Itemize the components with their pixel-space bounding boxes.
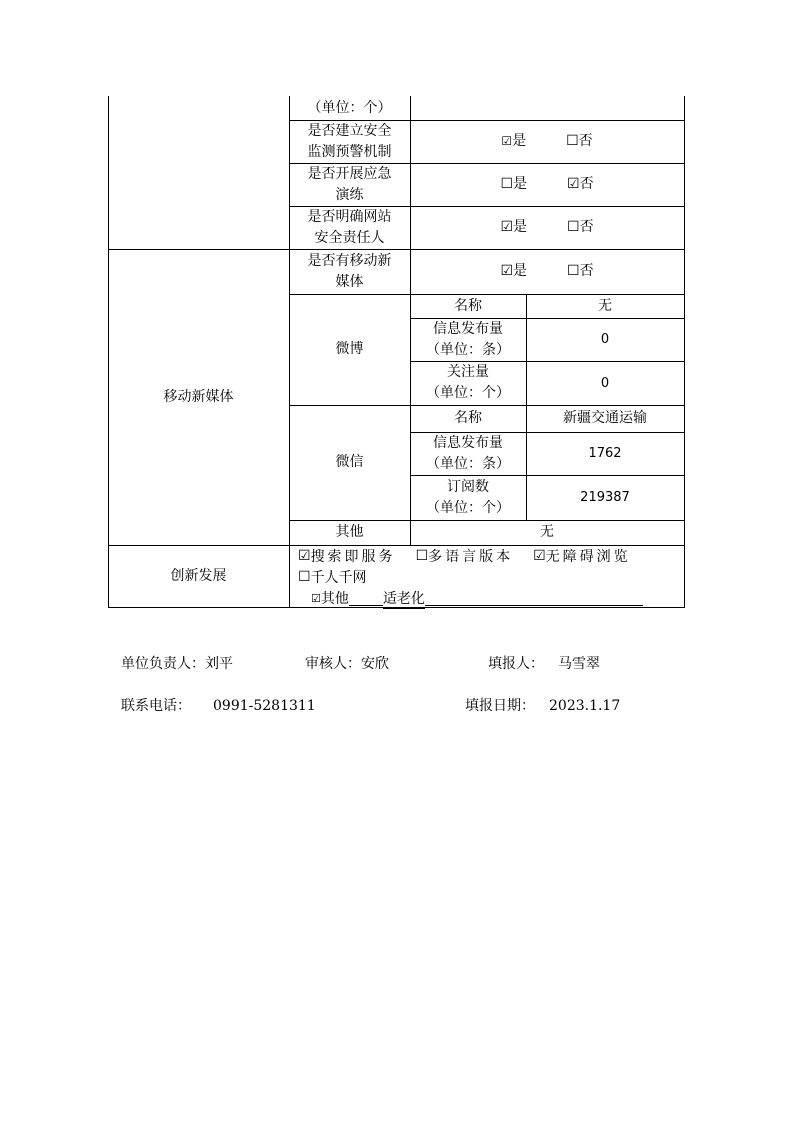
other-innovation-value[interactable]: 适老化 (383, 588, 425, 609)
wechat-name-label-text: 名称 (454, 410, 482, 426)
responsible-no-checkbox[interactable]: ☐ (567, 219, 580, 235)
responsible-person-value: 刘平 (205, 656, 233, 672)
personalized-option[interactable] (298, 567, 367, 587)
unit-label (289, 96, 410, 120)
accessibility-option[interactable] (533, 546, 631, 566)
weibo-posts-label (410, 318, 526, 361)
filler-label: 填报人： (488, 656, 544, 672)
drill-no-checkbox[interactable]: ☑ (567, 176, 580, 192)
responsible-person (121, 653, 233, 673)
other-media-value-text: 无 (540, 524, 554, 540)
has-media-no-option[interactable]: ☐ 否 (567, 261, 594, 282)
mobile-section-label (108, 249, 289, 545)
phone-value: 0991-5281311 (213, 698, 316, 714)
other-media-label (289, 520, 410, 545)
drill-label-line2: 演练 (335, 186, 364, 203)
fill-date-label: 填报日期： (465, 698, 535, 714)
drill-yes-checkbox[interactable]: ☐ (500, 176, 513, 192)
wechat-label-text: 微信 (335, 454, 364, 470)
wechat-posts-label (410, 432, 526, 475)
monitoring-no-checkbox[interactable]: ☐ (566, 133, 579, 149)
wechat-name-value-text: 新疆交通运输 (563, 410, 647, 426)
wechat-posts-value (526, 432, 684, 475)
personalized-label: 千人千网 (310, 570, 367, 586)
has-media-yes-option[interactable]: ☑ 是 (500, 261, 527, 282)
responsible-no-option[interactable]: ☐ 否 (567, 217, 594, 238)
weibo-followers-value-text: 0 (600, 375, 610, 391)
mobile-section-label-text: 移动新媒体 (163, 388, 234, 405)
weibo-posts-label-line2: （单位：条） (426, 341, 510, 358)
filler (488, 653, 600, 673)
weibo-label-text: 微博 (335, 341, 364, 357)
monitoring-label-line2: 监测预警机制 (307, 143, 392, 160)
other-innovation-label: 其他 (320, 591, 349, 607)
innovation-section-label-text: 创新发展 (170, 567, 227, 584)
wechat-subs-value (526, 475, 684, 520)
drill-label (289, 163, 410, 206)
drill-no-option[interactable]: ☑ 否 (567, 174, 594, 195)
weibo-name-value-text: 无 (598, 297, 612, 314)
monitoring-yes-option[interactable]: ☑ 是 (501, 131, 526, 152)
wechat-posts-label-line2: （单位：条） (426, 455, 510, 472)
responsible-label-line2: 安全责任人 (314, 229, 385, 246)
multilingual-option[interactable] (416, 546, 514, 566)
other-innovation-underline-pre (349, 591, 383, 606)
search-service-checkbox[interactable]: ☑ (298, 548, 311, 564)
monitoring-label-line1: 是否建立安全 (307, 122, 392, 139)
wechat-subs-label (410, 475, 526, 520)
innovation-row-3 (311, 588, 643, 608)
has-media-label-line1: 是否有移动新 (307, 252, 392, 269)
weibo-followers-label-line2: （单位：个） (426, 385, 510, 401)
wechat-name-value (526, 405, 684, 432)
responsible-options (410, 206, 684, 249)
accessibility-checkbox[interactable]: ☑ (533, 548, 546, 564)
search-service-label: 搜索即服务 (310, 549, 396, 565)
responsible-person-label: 单位负责人： (121, 656, 205, 672)
wechat-subs-label-line2: （单位：个） (426, 499, 510, 516)
reviewer (305, 653, 389, 673)
weibo-name-label-text: 名称 (454, 297, 482, 314)
drill-yes-option[interactable]: ☐ 是 (500, 174, 527, 195)
filler-value: 马雪翠 (558, 656, 600, 672)
monitoring-yes-checkbox[interactable]: ☑ (501, 134, 513, 148)
fill-date-value: 2023.1.17 (549, 698, 621, 714)
weibo-name-label (410, 294, 526, 318)
wechat-subs-value-text: 219387 (580, 490, 630, 505)
responsible-yes-option[interactable]: ☑ 是 (500, 217, 527, 238)
weibo-posts-value-text: 0 (600, 332, 610, 347)
other-media-value (410, 520, 684, 545)
weibo-label (289, 294, 410, 405)
reviewer-value: 安欣 (361, 656, 389, 672)
multilingual-label: 多语言版本 (428, 549, 514, 565)
responsible-label (289, 206, 410, 249)
personalized-checkbox[interactable]: ☐ (298, 569, 311, 585)
monitoring-options (410, 120, 684, 163)
responsible-yes-checkbox[interactable]: ☑ (500, 219, 513, 235)
responsible-label-line1: 是否明确网站 (307, 208, 392, 225)
has-media-label (289, 249, 410, 294)
monitoring-no-option[interactable]: ☐ 否 (566, 131, 593, 152)
phone-label: 联系电话： (121, 698, 191, 714)
fill-date (465, 695, 620, 715)
phone (121, 695, 316, 715)
drill-options (410, 163, 684, 206)
accessibility-label: 无障碍浏览 (545, 549, 631, 565)
unit-label-text: （单位：个） (307, 99, 392, 116)
other-media-label-text: 其他 (335, 524, 364, 540)
weibo-posts-value (526, 318, 684, 361)
wechat-name-label (410, 405, 526, 432)
weibo-followers-label-line1: 关注量 (447, 364, 489, 380)
weibo-posts-label-line1: 信息发布量 (433, 320, 503, 337)
wechat-subs-label-line1: 订阅数 (447, 478, 489, 495)
weibo-followers-value (526, 361, 684, 405)
other-innovation-underline-post (425, 591, 643, 606)
wechat-posts-label-line1: 信息发布量 (433, 434, 503, 451)
innovation-row-1 (298, 546, 631, 566)
monitoring-label (289, 120, 410, 163)
other-innovation-checkbox[interactable]: ☑ (311, 591, 321, 605)
weibo-name-value (526, 294, 684, 318)
has-media-no-checkbox[interactable]: ☐ (567, 263, 580, 279)
has-media-label-line2: 媒体 (335, 273, 364, 290)
innovation-section-label (108, 545, 289, 607)
has-media-options (410, 249, 684, 294)
wechat-label (289, 405, 410, 520)
weibo-followers-label (410, 361, 526, 405)
innovation-row-2 (298, 567, 387, 587)
wechat-posts-value-text: 1762 (588, 446, 622, 461)
has-media-yes-checkbox[interactable]: ☑ (500, 263, 513, 279)
multilingual-checkbox[interactable]: ☐ (415, 548, 429, 564)
drill-label-line1: 是否开展应急 (307, 165, 392, 182)
reviewer-label: 审核人： (305, 656, 361, 672)
search-service-option[interactable] (298, 546, 396, 566)
